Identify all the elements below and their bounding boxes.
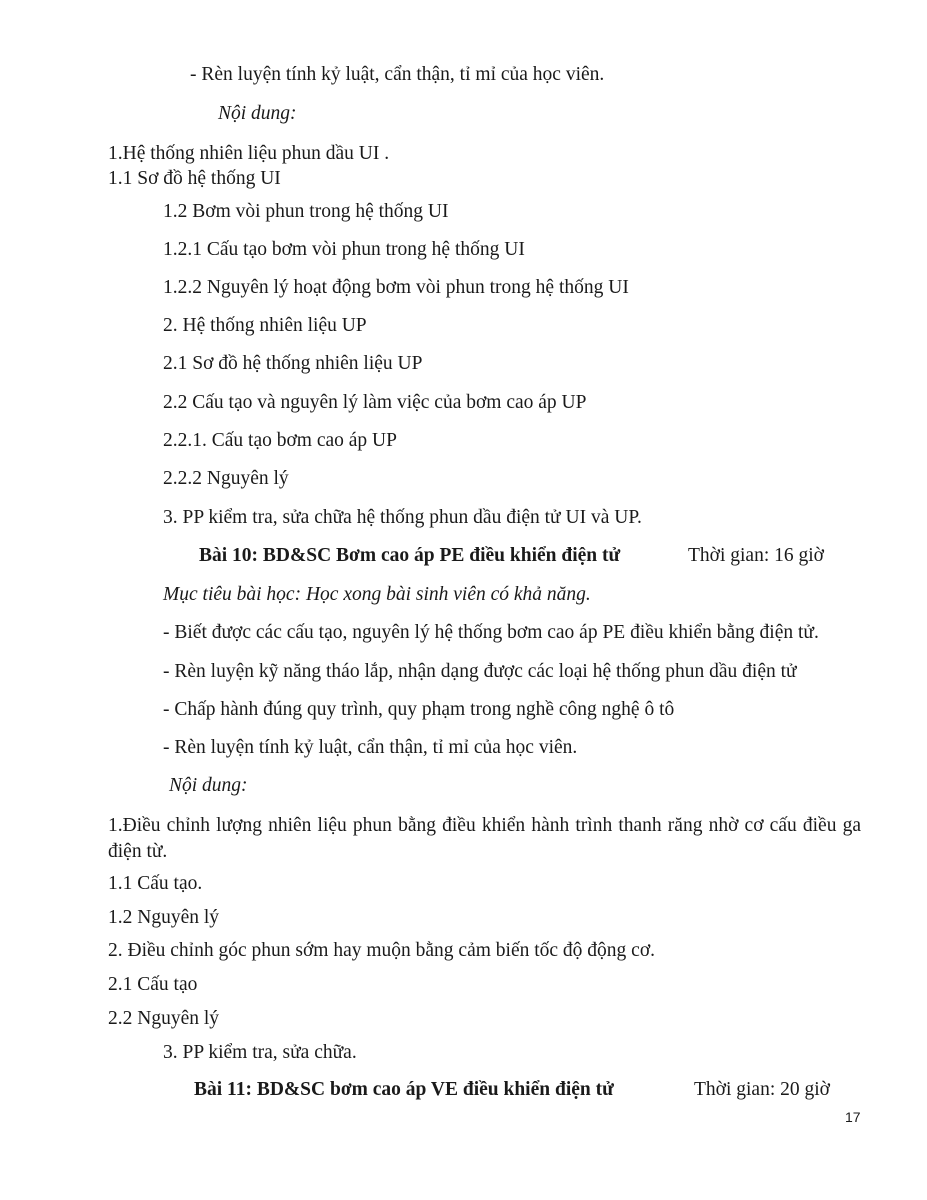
lesson-10-content-heading: Nội dung: [169,775,248,796]
section-2-2-2: 2.2.2 Nguyên lý [163,468,289,489]
lesson-10-objective-heading: Mục tiêu bài học: Học xong bài sinh viên có khả năng. [163,584,591,605]
section-3: 3. PP kiểm tra, sửa chữa hệ thống phun dầu điện tử UI và UP. [163,507,642,528]
page-number: 17 [845,1109,861,1125]
lesson-10-section-1-1: 1.1 Cấu tạo. [108,873,203,894]
lesson-10-objective-1: - Biết được các cấu tạo, nguyên lý hệ thống bơm cao áp PE điều khiển bằng điện tử. [163,622,819,643]
section-2-2: 2.2 Cấu tạo và nguyên lý làm việc của bơm cao áp UP [163,392,587,413]
lesson-10-section-1-2: 1.2 Nguyên lý [108,907,220,928]
section-2-heading: 2. Hệ thống nhiên liệu UP [163,315,367,336]
section-2-2-1: 2.2.1. Cấu tạo bơm cao áp UP [163,430,397,451]
lesson-10-section-3: 3. PP kiểm tra, sửa chữa. [163,1042,357,1063]
lesson-10-section-1: 1.Điều chỉnh lượng nhiên liệu phun bằng điều khiển hành trình thanh răng nhờ cơ cấu điều ga điện từ. [108,815,861,862]
section-1-2: 1.2 Bơm vòi phun trong hệ thống UI [163,201,449,222]
lesson-10-objective-3: - Chấp hành đúng quy trình, quy phạm trong nghề công nghệ ô tô [163,699,675,720]
section-1-2-1: 1.2.1 Cấu tạo bơm vòi phun trong hệ thống UI [163,239,525,260]
lesson-10-objective-4: - Rèn luyện tính kỷ luật, cẩn thận, tỉ mỉ của học viên. [163,737,578,758]
lesson-10-section-2-2: 2.2 Nguyên lý [108,1008,220,1029]
section-1-heading: 1.Hệ thống nhiên liệu phun dầu UI . [108,143,390,164]
lesson-11-duration: Thời gian: 20 giờ [694,1079,830,1100]
section-2-1: 2.1 Sơ đồ hệ thống nhiên liệu UP [163,353,423,374]
section-1-1: 1.1 Sơ đồ hệ thống UI [108,168,281,189]
content-heading: Nội dung: [218,103,297,124]
section-1-2-2: 1.2.2 Nguyên lý hoạt động bơm vòi phun trong hệ thống UI [163,277,629,298]
lesson-10-section-2: 2. Điều chỉnh góc phun sớm hay muộn bằng cảm biến tốc độ động cơ. [108,940,656,961]
lesson-10-section-2-1: 2.1 Cấu tạo [108,974,198,995]
lesson-10-duration: Thời gian: 16 giờ [688,545,824,566]
lesson-11-title: Bài 11: BD&SC bơm cao áp VE điều khiển điện tử [194,1079,614,1100]
lesson-10-title: Bài 10: BD&SC Bơm cao áp PE điều khiển điện tử [199,545,621,566]
lesson-10-objective-2: - Rèn luyện kỹ năng tháo lắp, nhận dạng được các loại hệ thống phun dầu điện tử [163,661,797,682]
objective-discipline-line: - Rèn luyện tính kỷ luật, cẩn thận, tỉ mỉ của học viên. [190,64,605,85]
